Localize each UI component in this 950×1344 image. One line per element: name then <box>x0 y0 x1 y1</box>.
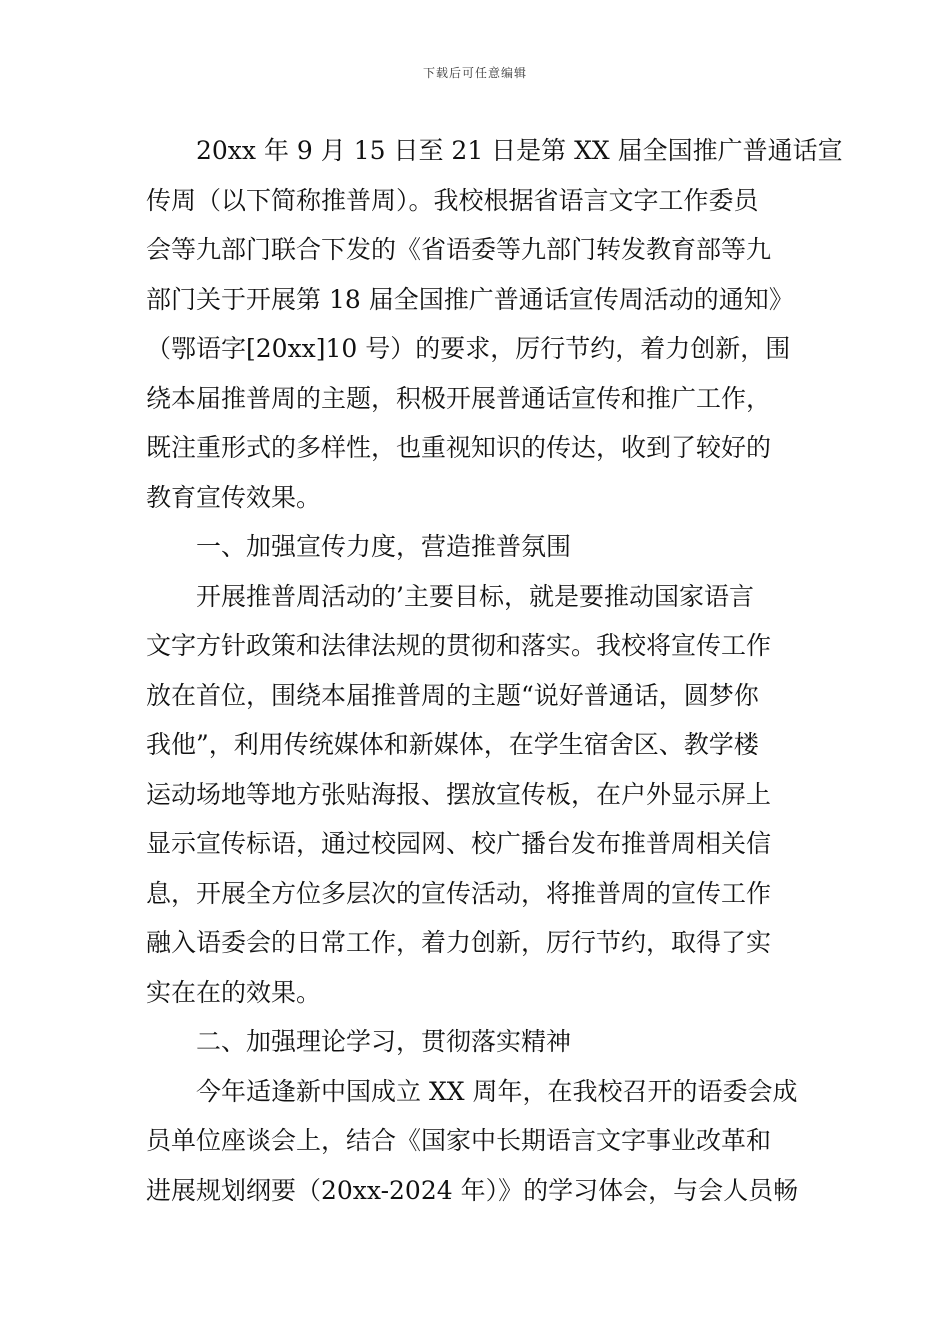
paragraph-2-line-3: 放在首位，围绕本届推普周的主题“说好普通话，圆梦你 <box>146 680 759 710</box>
section-heading-1: 一、加强宣传力度，营造推普氛围 <box>196 532 572 561</box>
paragraph-3-line-3: 进展规划纲要（20xx-2024 年）》的学习体会，与会人员畅 <box>146 1175 799 1205</box>
section-heading-2: 二、加强理论学习，贯彻落实精神 <box>196 1027 572 1056</box>
paragraph-1-line-8: 教育宣传效果。 <box>146 482 322 512</box>
paragraph-2-line-4: 我他”，利用传统媒体和新媒体，在学生宿舍区、教学楼 <box>146 730 759 759</box>
paragraph-3-line-2: 员单位座谈会上，结合《国家中长期语言文字事业改革和 <box>146 1126 772 1155</box>
paragraph-1-line-6: 绕本届推普周的主题，积极开展普通话宣传和推广工作， <box>146 383 772 413</box>
paragraph-2-line-2: 文字方针政策和法律法规的贯彻和落实。我校将宣传工作 <box>146 631 772 660</box>
paragraph-1-line-1: 20xx 年 9 月 15 日至 21 日是第 XX 届全国推广普通话宣 <box>196 136 843 165</box>
page-header: 下载后可任意编辑 <box>422 66 527 80</box>
paragraph-1-line-2: 传周（以下简称推普周）。我校根据省语言文字工作委员 <box>146 185 759 215</box>
paragraph-2-line-1: 开展推普周活动的’主要目标，就是要推动国家语言 <box>196 581 754 611</box>
paragraph-3-line-1: 今年适逢新中国成立 XX 周年，在我校召开的语委会成 <box>196 1076 798 1106</box>
paragraph-1-line-5: （鄂语字[20xx]10 号）的要求，厉行节约，着力创新，围 <box>146 334 791 363</box>
paragraph-2-line-6: 显示宣传标语，通过校园网、校广播台发布推普周相关信 <box>146 829 772 858</box>
paragraph-2-line-7: 息，开展全方位多层次的宣传活动，将推普周的宣传工作 <box>146 878 772 908</box>
paragraph-1-line-3: 会等九部门联合下发的《省语委等九部门转发教育部等九 <box>146 235 772 264</box>
paragraph-2-line-9: 实在在的效果。 <box>146 977 322 1007</box>
document-body <box>146 126 843 1215</box>
paragraph-2-line-5: 运动场地等地方张贴海报、摆放宣传板，在户外显示屏上 <box>146 779 772 809</box>
paragraph-1-line-4: 部门关于开展第 18 届全国推广普通话宣传周活动的通知》 <box>146 284 794 314</box>
paragraph-2-line-8: 融入语委会的日常工作，着力创新，厉行节约，取得了实 <box>146 928 772 957</box>
paragraph-1-line-7: 既注重形式的多样性，也重视知识的传达，收到了较好的 <box>146 433 772 462</box>
